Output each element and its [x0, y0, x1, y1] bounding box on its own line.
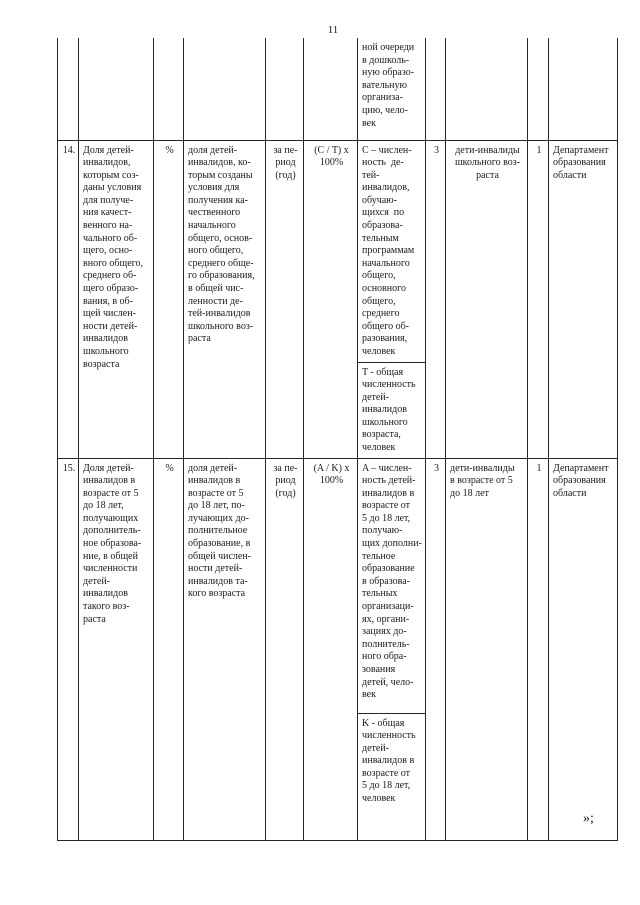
empty-cell — [549, 38, 618, 140]
closing-quote-mark: »; — [583, 811, 594, 826]
responsible-body: Департамент образования области — [549, 458, 618, 840]
empty-cell — [79, 38, 154, 140]
indicator-name: Доля детей- инвалидов, которым соз- даны условия для получе- ния качест- венного на- чального об- щего, осно- вного общего, среднего об- щего образо- вания, в об- щей числен- ности детей- инвалидов школьного возраста — [79, 140, 154, 458]
empty-cell — [426, 38, 446, 140]
unit: % — [154, 458, 184, 840]
indicator-table — [57, 38, 618, 841]
coverage-code: 1 — [528, 140, 549, 458]
coverage-code: 1 — [528, 458, 549, 840]
responsible-body: Департамент образования области — [549, 140, 618, 458]
row-number: 15. — [58, 458, 79, 840]
indicator-definition: доля детей- инвалидов, ко- торым созданы условия для получения ка- чественного начального общего, основ- ного общего, среднего обще- го образования, в общей чис- ленности де- тей-инвалидов школьного воз- раста — [184, 140, 266, 458]
table-row — [58, 458, 618, 713]
period: за пе- риод (год) — [266, 140, 304, 458]
variable-numerator: A – числен- ность детей- инвалидов в возрасте от 5 до 18 лет, получаю- щих дополни- тельное образование в образова- тельных организаци- ях, органи- зациях до- полнитель- ного обра- зования детей, чело- век — [358, 458, 426, 713]
unit: % — [154, 140, 184, 458]
variable-denominator: K - общая численность детей- инвалидов в возрасте от 5 до 18 лет, человек — [358, 713, 426, 840]
collection-method-code: 3 — [426, 140, 446, 458]
empty-cell — [184, 38, 266, 140]
table-row — [58, 140, 618, 362]
formula: (C / T) x 100% — [304, 140, 358, 458]
formula: (A / K) x 100% — [304, 458, 358, 840]
period: за пе- риод (год) — [266, 458, 304, 840]
row-number: 14. — [58, 140, 79, 458]
empty-cell — [58, 38, 79, 140]
indicator-name: Доля детей- инвалидов в возрасте от 5 до 18 лет, получающих дополнитель- ное образова- ние, в общей численности детей- инвалидов такого воз- раста — [79, 458, 154, 840]
page-number: 11 — [327, 24, 339, 36]
population: дети-инвалиды школьного воз- раста — [446, 140, 528, 458]
empty-cell — [446, 38, 528, 140]
empty-cell — [528, 38, 549, 140]
variable-denominator: T - общая численность детей- инвалидов школьного возраста, человек — [358, 362, 426, 458]
empty-cell — [304, 38, 358, 140]
empty-cell — [266, 38, 304, 140]
variable-numerator: C – числен- ность де- тей- инвалидов, обучаю- щихся по образова- тельным программам начального общего, основного общего, среднего общего об- разования, человек — [358, 140, 426, 362]
population: дети-инвалиды в возрасте от 5 до 18 лет — [446, 458, 528, 840]
collection-method-code: 3 — [426, 458, 446, 840]
continuation-row — [58, 38, 618, 140]
empty-cell — [154, 38, 184, 140]
continuation-variable-cell: ной очереди в дошколь- ную образо- вательную организа- цию, чело- век — [358, 38, 426, 140]
indicator-definition: доля детей- инвалидов в возрасте от 5 до 18 лет, по- лучающих до- полнительное образование, в общей числен- ности детей- инвалидов та- кого возраста — [184, 458, 266, 840]
